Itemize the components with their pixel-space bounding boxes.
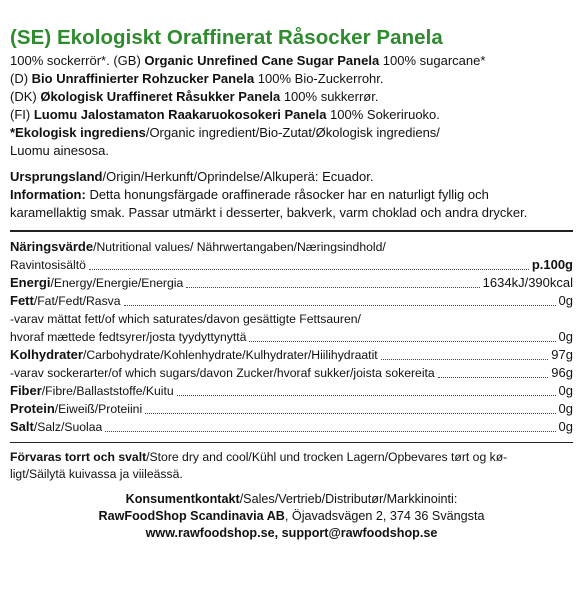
nutrition-row-salt	[10, 418, 573, 436]
saturates-value: 0g	[558, 329, 573, 344]
ingredients-fi-code: (FI)	[10, 107, 34, 122]
nutrition-row-protein	[10, 400, 573, 418]
dot-leader	[438, 377, 549, 378]
consumer-contact	[10, 491, 573, 542]
fiber-label: Fiber	[10, 383, 42, 398]
nutrition-heading	[10, 238, 573, 256]
carb-rest: /Carbohydrate/Kohlenhydrate/Kulhydrater/Hiilihydraatit	[82, 348, 378, 362]
fat-label: Fett	[10, 293, 34, 308]
dot-leader	[186, 287, 479, 288]
nutrition-row-carbohydrate	[10, 346, 573, 364]
nutrition-heading-line2: Ravintosisältö	[10, 258, 86, 272]
nutrition-row-fat	[10, 292, 573, 310]
contact-rest: /Sales/Vertrieb/Distributør/Markkinointi:	[239, 492, 458, 506]
energy-value: 1634kJ/390kcal	[482, 275, 573, 290]
contact-heading	[10, 491, 573, 508]
ingredients-gb-code: (GB)	[109, 53, 145, 68]
ingredients-dk-name: Økologisk Uraffineret Råsukker Panela	[40, 89, 281, 104]
ingredients-fi-name: Luomu Jalostamaton Raakaruokosokeri Panela	[33, 107, 327, 122]
protein-label: Protein	[10, 401, 55, 416]
dot-leader	[145, 413, 555, 414]
nutrition-heading-rest: /Nutritional values/ Nährwertangaben/Næringsindhold/	[93, 240, 386, 254]
product-title: (SE) Ekologiskt Oraffinerat Råsocker Panela	[10, 26, 443, 49]
fat-value: 0g	[558, 293, 573, 308]
nutrition-heading-label: Näringsvärde	[10, 239, 94, 254]
dot-leader	[124, 305, 556, 306]
nutrition-row-fiber	[10, 382, 573, 400]
ingredients-d-code: (D)	[10, 71, 32, 86]
origin-label: Ursprungsland	[10, 169, 103, 184]
organic-note	[10, 124, 573, 142]
contact-address	[10, 508, 573, 525]
nutrition-row-energy	[10, 274, 573, 292]
sugars-value: 96g	[551, 365, 573, 380]
sugars-label: -varav sockerarter/of which sugars/davon Zucker/hvoraf sukker/joista sokereita	[10, 366, 435, 380]
origin	[10, 168, 573, 186]
fat-rest: /Fat/Fedt/Rasva	[33, 294, 121, 308]
storage-line2: ligt/Säilytä kuivassa ja viileässä.	[10, 467, 183, 481]
carb-value: 97g	[551, 347, 573, 362]
nutrition-row-sugars	[10, 364, 573, 382]
ingredients-fi-rest: 100% Sokeriruoko.	[326, 107, 440, 122]
origin-rest: /Origin/Herkunft/Oprindelse/Alkuperä: Ecuador.	[102, 169, 374, 184]
information	[10, 186, 567, 222]
ingredients-se-text: 100% sockerrör*.	[10, 53, 110, 68]
ingredients-dk-code: (DK)	[10, 89, 41, 104]
energy-rest: /Energy/Energie/Energia	[50, 276, 184, 290]
carb-label: Kolhydrater	[10, 347, 83, 362]
saturates-line2: hvoraf mættede fedtsyrer/josta tyydyttynyttä	[10, 330, 247, 344]
dot-leader	[381, 359, 549, 360]
ingredients-gb-name: Organic Unrefined Cane Sugar Panela	[144, 53, 380, 68]
contact-company: RawFoodShop Scandinavia AB	[98, 509, 285, 523]
energy-label: Energi	[10, 275, 51, 290]
protein-rest: /Eiweiß/Proteiini	[54, 402, 143, 416]
ingredients-gb-rest: 100% sugarcane*	[379, 53, 486, 68]
ingredients-se	[10, 52, 573, 70]
ingredients-dk	[10, 88, 573, 106]
contact-label: Konsumentkontakt	[125, 492, 240, 506]
contact-web-email: www.rawfoodshop.se, support@rawfoodshop.se	[145, 526, 438, 540]
salt-rest: /Salz/Suolaa	[33, 420, 103, 434]
ingredients-d-rest: 100% Bio-Zuckerrohr.	[254, 71, 384, 86]
ingredients-dk-rest: 100% sukkerrør.	[280, 89, 379, 104]
dot-leader	[105, 431, 555, 432]
fiber-value: 0g	[558, 383, 573, 398]
organic-note-line2: Luomu ainesosa.	[10, 143, 110, 158]
salt-label: Salt	[10, 419, 34, 434]
ingredients-d-name: Bio Unraffinierter Rohzucker Panela	[31, 71, 255, 86]
ingredients-fi	[10, 106, 573, 124]
divider-top	[10, 230, 573, 232]
protein-value: 0g	[558, 401, 573, 416]
organic-note-rest: /Organic ingredient/Bio-Zutat/Økologisk ingrediens/	[145, 125, 440, 140]
information-label: Information:	[10, 187, 86, 202]
storage-rest: /Store dry and cool/Kühl und trocken Lagern/Opbevares tørt og kø-	[146, 450, 508, 464]
nutrition-row-per	[10, 256, 573, 274]
dot-leader	[249, 341, 555, 342]
dot-leader	[89, 269, 529, 270]
storage-instructions	[10, 449, 573, 466]
ingredients-d	[10, 70, 573, 88]
organic-note-label: *Ekologisk ingrediens	[10, 125, 146, 140]
divider-bottom	[10, 442, 573, 443]
storage-label: Förvaras torrt och svalt	[10, 450, 147, 464]
nutrition-per: p.100g	[531, 257, 573, 272]
fiber-rest: /Fibre/Ballaststoffe/Kuitu	[41, 384, 174, 398]
nutrition-table	[10, 238, 573, 436]
saturates-line1: -varav mättat fett/of which saturates/davon gesättigte Fettsauren/	[10, 312, 361, 326]
contact-address-text: , Öjavadsvägen 2, 374 36 Svängsta	[284, 509, 485, 523]
salt-value: 0g	[558, 419, 573, 434]
dot-leader	[177, 395, 556, 396]
information-text: Detta honungsfärgade oraffinerade råsocker har en naturligt fyllig och karamellaktig smak. Passar utmärkt i desserter, bakverk, varm choklad och andra drycker.	[10, 187, 528, 220]
nutrition-row-saturates	[10, 328, 573, 346]
